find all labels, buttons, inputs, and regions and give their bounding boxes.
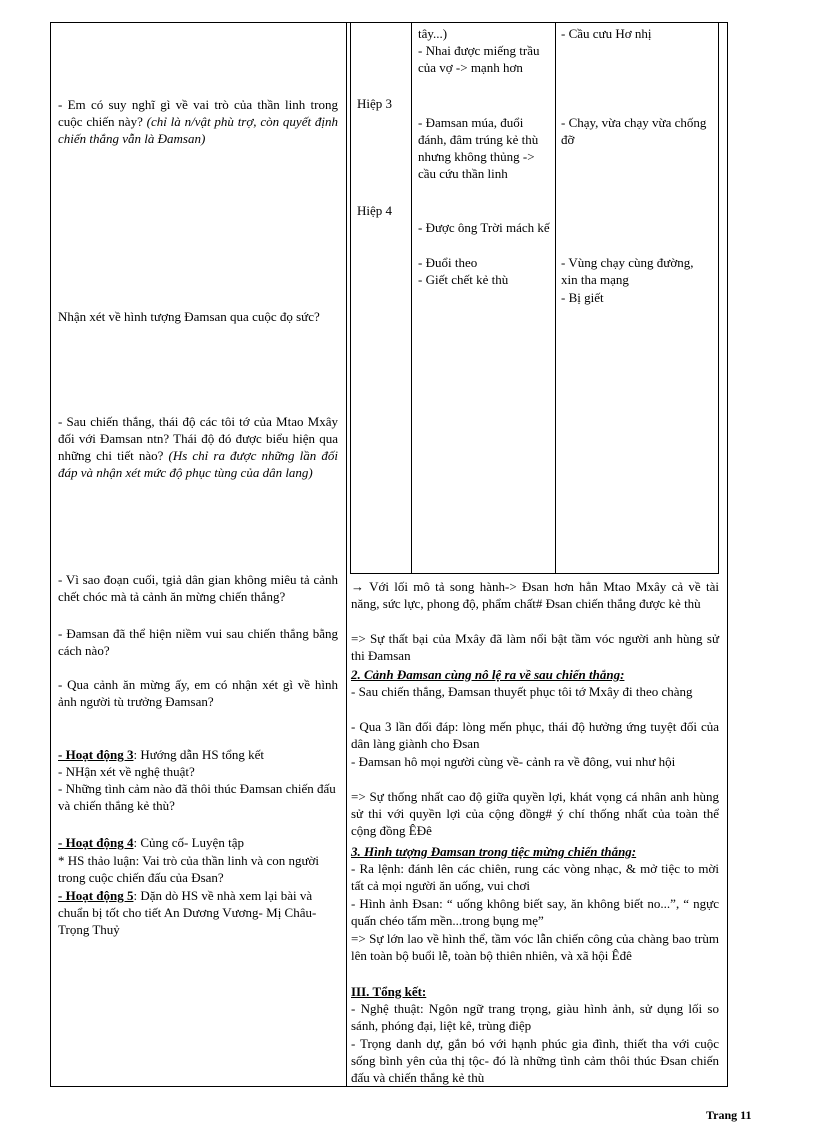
inner-col3-line-4: - Bị giết	[561, 290, 604, 305]
question-doan-cuoi: - Vì sao đoạn cuối, tgiả dân gian không miêu tả cảnh chết chóc mà tả cảnh ăn mừng chiến thắng?	[58, 572, 338, 604]
section-2-item-2: - Qua 3 lần đối đáp: lòng mến phục, thái độ hưởng ứng tuyệt đối của dân làng giành cho Đsan	[351, 719, 719, 751]
inner-col-divider-2	[555, 22, 556, 574]
inner-col2-line-5: - Đuổi theo	[418, 255, 478, 270]
inner-col2-line-3: - Đamsan múa, đuổi đánh, đâm trúng kẻ thù nhưng không thủng -> cầu cứu thần linh	[418, 115, 539, 181]
inner-col2-line-1: tây...)	[418, 26, 448, 41]
section-2-item-3: - Đamsan hô mọi người cùng về- cảnh ra về đông, vui như hội	[351, 754, 676, 769]
section-heading-tong-ket: III. Tổng kết:	[351, 984, 427, 999]
question-thai-do-text: - Sau chiến thắng, thái độ các tôi tớ của Mtao Mxây đối với Đamsan ntn? Thái độ đó được biểu hiện qua những chi tiết nào?	[58, 414, 338, 463]
question-than-linh	[58, 96, 338, 147]
inner-col3-line-2: - Chạy, vừa chạy vừa chống đỡ	[561, 115, 707, 147]
inner-col2-line-2: - Nhai được miếng trầu của vợ -> mạnh hơn	[418, 43, 540, 75]
activity-4	[58, 834, 338, 851]
activity-5-label: - Hoạt động 5	[58, 888, 134, 903]
question-thai-do-note: (Hs chỉ ra được những lần đối đáp và nhận xét mức độ phục tùng của dân lang)	[58, 448, 338, 480]
page-number: Trang 11	[706, 1108, 752, 1122]
activity-5	[58, 887, 338, 938]
activity-3	[58, 746, 338, 763]
activity-3-item-1: - NHận xét về nghệ thuật?	[58, 764, 195, 779]
inner-col2-line-6: - Giết chết kẻ thù	[418, 272, 509, 287]
question-than-linh-note: (chỉ là n/vật phù trợ, còn quyết định chiến thắng vẫn là Đamsan)	[58, 114, 338, 146]
inner-col3-line-3: - Vùng chạy cùng đường, xin tha mạng	[561, 255, 694, 287]
activity-3-text: : Hướng dẫn HS tổng kết	[133, 747, 265, 762]
section-3-item-3: => Sự lớn lao về hình thể, tầm vóc lẫn chiến công của chàng bao trùm lên toàn bộ buổi lễ, toàn bộ thiên nhiên, và xã hội Êđê	[351, 931, 719, 963]
inner-col2-line-4: - Được ông Trời mách kế	[418, 220, 550, 235]
activity-4-text: : Củng cố- Luyện tập	[133, 835, 244, 850]
question-niem-vui: - Đamsan đã thể hiện niềm vui sau chiến thắng bằng cách nào?	[58, 626, 338, 658]
question-hinh-tuong: Nhận xét về hình tượng Đamsan qua cuộc đọ sức?	[58, 309, 320, 324]
question-an-mung: - Qua cảnh ăn mừng ấy, em có nhận xét gì về hình ảnh người tù trưởng Đamsan?	[58, 677, 338, 709]
conclusion-1: => Sự thất bại của Mxây đã làm nổi bật tầm vóc người anh hùng sử thi Đamsan	[351, 631, 719, 663]
activity-4-item: * HS thảo luận: Vai trò của thần linh và con người trong cuộc chiến đấu của Đsan?	[58, 853, 319, 885]
round-3-label: Hiệp 3	[357, 96, 393, 111]
inner-col3-line-1: - Cầu cưu Hơ nhị	[561, 26, 652, 41]
section-3-item-1: - Ra lệnh: đánh lên các chiên, rung các vòng nhạc, & mở tiệc to mời tất cả mọi người ăn uống, vui chơi	[351, 861, 719, 893]
inner-col-divider-1	[411, 22, 412, 574]
section-heading-2: 2. Cảnh Đamsan cùng nô lệ ra về sau chiến thắng:	[351, 667, 625, 682]
column-divider	[346, 22, 347, 1086]
activity-4-label: - Hoạt động 4	[58, 835, 134, 850]
activity-3-label: - Hoạt động 3	[58, 747, 134, 762]
section-heading-3: 3. Hình tượng Đamsan trong tiệc mừng chiến thắng:	[351, 844, 637, 859]
section-2-item-1: - Sau chiến thắng, Đamsan thuyết phục tôi tớ Mxây đi theo chàng	[351, 684, 693, 699]
section-3-item-2: - Hình ảnh Đsan: “ uống không biết say, ăn không biết no...”, “ ngực quấn chéo tấm mền...trong bụng mẹ”	[351, 896, 719, 928]
section-2-item-4: => Sự thống nhất cao độ giữa quyền lợi, khát vọng cá nhân anh hùng sử thi với quyền lợi của cộng đồng# ý chí thống nhất của toàn thể cộng đồng ÊĐê	[351, 789, 719, 838]
round-4-label: Hiệp 4	[357, 203, 393, 218]
question-than-linh-text: - Em có suy nghĩ gì về vai trò của thần linh trong cuộc chiến này?	[58, 97, 338, 129]
comparison-summary: → Với lối mô tả song hành-> Đsan hơn hẳn Mtao Mxây cả về tài năng, sức lực, phong độ, phẩm chất# Đsan chiến thắng được kẻ thù	[351, 579, 719, 611]
tong-ket-item-2: - Trọng danh dự, gắn bó với hạnh phúc gia đình, thiết tha với cuộc sống bình yên của thị tộc- đó là những tình cảm thôi thúc Đsan chiến đấu và chiến thắng kẻ thù	[351, 1036, 719, 1085]
question-thai-do	[58, 413, 338, 481]
tong-ket-item-1: - Nghệ thuật: Ngôn ngữ trang trọng, giàu hình ảnh, sử dụng lối so sánh, phóng đại, liệt kê, trùng điệp	[351, 1001, 719, 1033]
activity-3-item-2: - Những tình cảm nào đã thôi thúc Đamsan chiến đấu và chiến thắng kẻ thù?	[58, 781, 336, 813]
activity-5-text: : Dặn dò HS về nhà xem lại bài và chuẩn bị tốt cho tiết An Dương Vương- Mị Châu- Trọng Thuỷ	[58, 888, 317, 937]
